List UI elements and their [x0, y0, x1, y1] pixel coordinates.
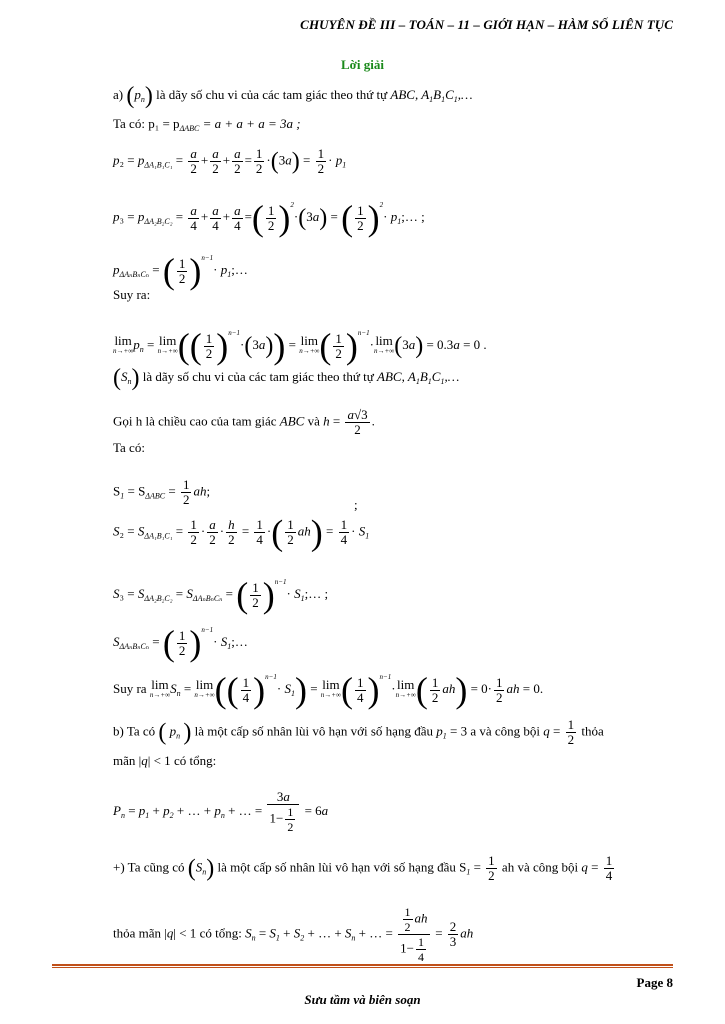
line-goi-h: Gọi h là chiều cao của tam giác ABC và h = $\frac{a√3}{2}$ . — [113, 407, 375, 437]
text-ta-co: Ta có: — [113, 440, 145, 455]
line-p1: Ta có: $p_1 = p_{\Delta ABC} = a + a + a = 3a$ ; — [113, 116, 301, 133]
formula-Pn-sum: $P_n = p_1 + p_2$ + … + $p_n$ + … = 3a 1− $\frac{1}{2}$ = 6a — [113, 789, 329, 834]
formula-s3: $S_3 = S_{\Delta A_2B_2C_2} = S_{\Delta A_nB_nC_n}$ = ( $\frac{1}{2}$ )$^{n-1}\cdot S_1;\dots$ ; — [113, 575, 329, 616]
page-number: Page 8 — [636, 975, 673, 990]
formula-p2: $p_2 = p_{\Delta A_1B_1C_1}$ = $\frac{a}{2}$ + $\frac{a}{2}$ + $\frac{a}{2}$ = $\frac{1}{2}$ ·(3a) = $\frac{1}{2}$ · $p_1$ — [113, 146, 347, 176]
formula-s1: $S_1 = S_{\Delta ABC}$ = $\frac{1}{2}$ ah; — [113, 477, 211, 507]
header-title: CHUYÊN ĐỀ III – TOÁN – 11 – GIỚI HẠN – HÀM SỐ LIÊN TỤC — [300, 17, 673, 32]
line-sn-intro: $(S_n)$ là dãy số chu vi của các tam giác theo thứ tự ABC, $A_1B_1C_1,\dots$ — [113, 365, 460, 392]
footer-rule-thin — [52, 967, 673, 968]
formula-lim-pn: lim n→+∞ $p_n = \lim$ n→+∞ (( $\frac{1}{2}$ )$^{n-1}$·(3a)) = lim n→+∞ ( $\frac{1}{2}$ )$^{n-1}$·lim n→+∞ (3a) = 0.3a = 0 . — [113, 326, 487, 367]
formula-p3: $p_3 = p_{\Delta A_2B_2C_2}$ = $\frac{a}{4}$ + $\frac{a}{4}$ + $\frac{a}{4}$ =( $\frac{1}{2}$ )$^2$·(3a) = ( $\frac{1}{2}$ )$^2\cdot p_1;\dots$ ; — [113, 198, 425, 239]
solution-title: Lời giải — [341, 57, 384, 72]
formula-pn: $p_{\Delta A_nB_nC_n}$ = ( $\frac{1}{2}$ )$^{n-1}\cdot p_1;\dots$ — [113, 251, 248, 292]
formula-lim-sn: Suy ra lim n→+∞ $S_n = \lim$ n→+∞ (( $\frac{1}{4}$ )$^{n-1}\cdot S_1) = \lim$ n→+∞ ( $\frac{1}{4}$ )$^{n-1}$·lim n→+∞ ( $\frac{1}{2}$ ah) = 0· $\frac{1}{2}$ ah = 0. — [113, 670, 544, 711]
footer-source: Sưu tầm và biên soạn — [304, 992, 421, 1007]
formula-s2: $S_2 = S_{\Delta A_1B_1C_1}$ = $\frac{1}{2}$ · $\frac{a}{2}$ · $\frac{h}{2}$ = $\frac{1}{4}$ ·( $\frac{1}{2}$ ah) = $\frac{1}{4}$ · $S_1$ — [113, 512, 370, 553]
text-suy-ra: Suy ra: — [113, 287, 151, 302]
line-c-1: +) Ta cũng có $(S_n)$ là một cấp số nhân lùi vô hạn với số hạng đầu $S_1$ = $\frac{1}{2}$ ah và công bội q = $\frac{1}{4}$ — [113, 853, 613, 883]
footer-rule — [52, 964, 673, 966]
line-c-2: thỏa mãn |q| < 1 có tổng: $S_n = S_1 + S_2$ + … + $S_n$ + … = $\frac{1}{2}$ ah 1− $\frac{1}{4}$ = $\frac{2}{3}$ ah — [113, 905, 474, 964]
line-a-intro: a) $(p_n)$ là dãy số chu vi của các tam giác theo thứ tự ABC, $A_1B_1C_1,\dots$ — [113, 83, 473, 110]
semicolon: ; — [354, 497, 358, 512]
line-b-2: mãn |q| < 1 có tổng: — [113, 753, 217, 768]
line-b-1: b) Ta có ( $p_n$ ) là một cấp số nhân lùi vô hạn với số hạng đầu $p_1 = 3$ a và công bội q = $\frac{1}{2}$ thỏa — [113, 717, 604, 747]
formula-sn: $S_{\Delta A_nB_nC_n}$ = ( $\frac{1}{2}$ )$^{n-1}\cdot S_1;\dots$ — [113, 623, 248, 664]
